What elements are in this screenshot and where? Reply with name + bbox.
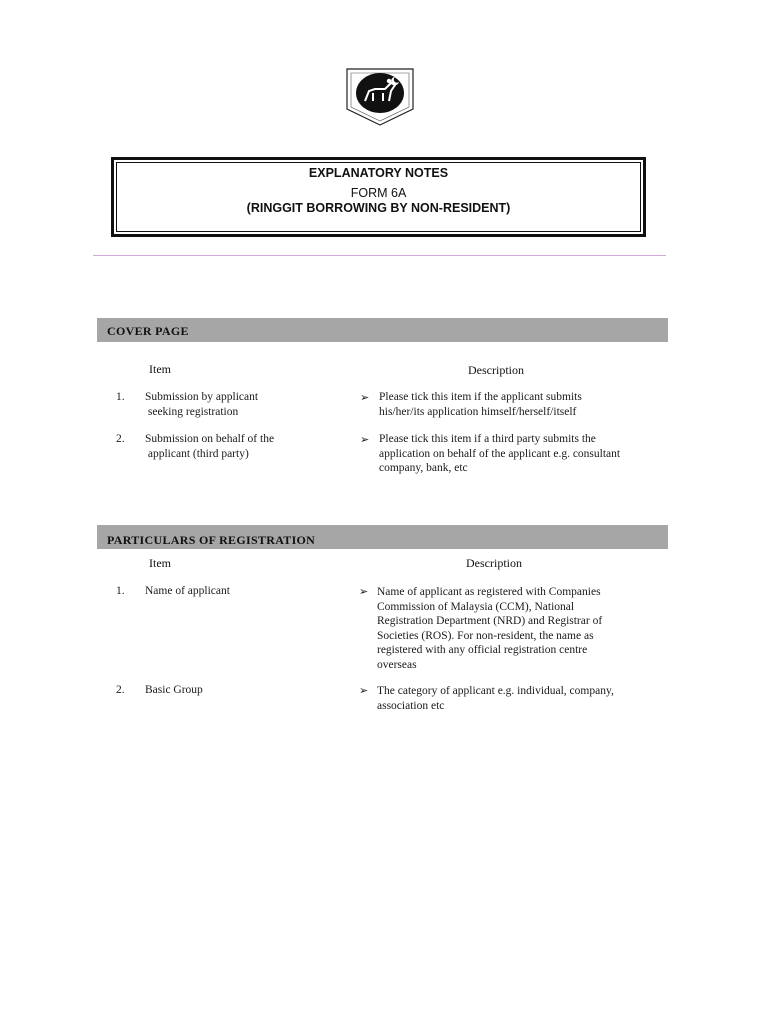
section-label: COVER PAGE [107, 324, 189, 338]
row-description: Name of applicant as registered with Companies Commission of Malaysia (CCM), National Registration Department (NRD) and Registrar of Societies (ROS). For non-resident, the name as registered with any official registration centre overseas [377, 586, 603, 671]
row-number: 1. [116, 585, 125, 597]
arrow-bullet-icon: ➢ [359, 585, 369, 598]
row-description: Please tick this item if the applicant submits his/her/its application himself/herself/itself [379, 391, 582, 418]
document-subtitle: (RINGGIT BORROWING BY NON-RESIDENT) [246, 201, 511, 215]
row-number: 1. [116, 391, 125, 403]
document-title: EXPLANATORY NOTES [308, 166, 449, 180]
section-header-particulars [97, 525, 668, 549]
row-description: The category of applicant e.g. individual, company, association etc [377, 685, 614, 712]
item-column-header: Item [149, 556, 171, 570]
arrow-bullet-icon: ➢ [360, 433, 370, 446]
arrow-bullet-icon: ➢ [360, 391, 370, 404]
section-header-cover-page [97, 318, 668, 342]
row-item: Submission on behalf of the applicant (third party) [145, 433, 275, 460]
row-item: Basic Group [145, 684, 203, 696]
form-name: FORM 6A [350, 186, 407, 200]
row-number: 2. [116, 433, 125, 445]
row-item: Submission by applicant seeking registration [145, 391, 259, 418]
row-description: Please tick this item if a third party submits the application on behalf of the applicant e.g. consultant company, bank, etc [379, 433, 621, 474]
item-column-header: Item [149, 362, 171, 376]
divider-line [93, 255, 666, 256]
emblem-crest-icon [345, 67, 415, 127]
description-column-header: Description [468, 363, 524, 377]
row-item: Name of applicant [145, 585, 230, 597]
title-box [111, 157, 646, 237]
row-number: 2. [116, 684, 125, 696]
description-column-header: Description [466, 556, 522, 570]
arrow-bullet-icon: ➢ [359, 684, 369, 697]
section-label: PARTICULARS OF REGISTRATION [107, 533, 316, 547]
